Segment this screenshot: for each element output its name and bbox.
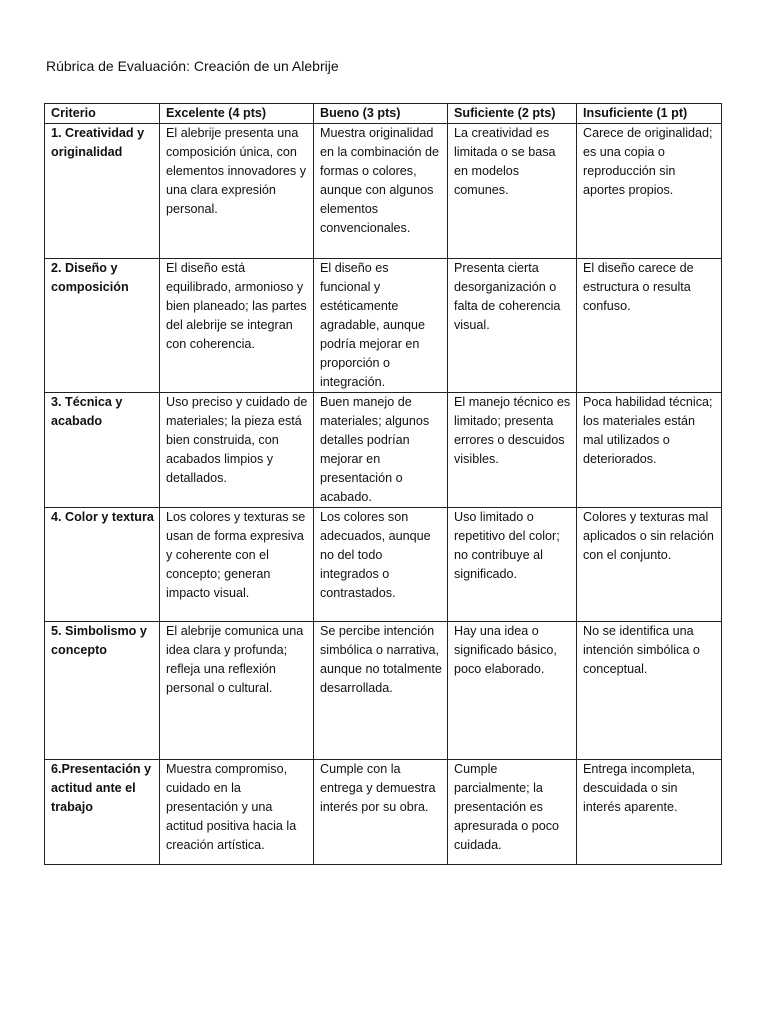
excelente-cell: El alebrije comunica una idea clara y profunda; refleja una reflexión personal o cultural. [160, 622, 314, 760]
table-row [45, 393, 722, 508]
table-row [45, 622, 722, 760]
header-suficiente: Suficiente (2 pts) [448, 104, 577, 124]
suficiente-cell: Uso limitado o repetitivo del color; no contribuye al significado. [448, 508, 577, 622]
suficiente-cell: La creatividad es limitada o se basa en modelos comunes. [448, 124, 577, 259]
suficiente-cell: El manejo técnico es limitado; presenta errores o descuidos visibles. [448, 393, 577, 508]
suficiente-cell: Hay una idea o significado básico, poco elaborado. [448, 622, 577, 760]
bueno-cell: Buen manejo de materiales; algunos detalles podrían mejorar en presentación o acabado. [314, 393, 448, 508]
excelente-cell: Los colores y texturas se usan de forma expresiva y coherente con el concepto; generan impacto visual. [160, 508, 314, 622]
criterion-cell: 3. Técnica y acabado [45, 393, 160, 508]
table-row [45, 760, 722, 865]
insuficiente-cell: El diseño carece de estructura o resulta confuso. [577, 259, 722, 393]
criterion-cell: 6.Presentación y actitud ante el trabajo [45, 760, 160, 865]
bueno-cell: Se percibe intención simbólica o narrativa, aunque no totalmente desarrollada. [314, 622, 448, 760]
header-insuficiente: Insuficiente (1 pt) [577, 104, 722, 124]
insuficiente-cell: Colores y texturas mal aplicados o sin relación con el conjunto. [577, 508, 722, 622]
table-row [45, 259, 722, 393]
header-row [45, 104, 722, 124]
bueno-cell: Cumple con la entrega y demuestra interés por su obra. [314, 760, 448, 865]
criterion-cell: 4. Color y textura [45, 508, 160, 622]
table-row [45, 508, 722, 622]
insuficiente-cell: Carece de originalidad; es una copia o reproducción sin aportes propios. [577, 124, 722, 259]
header-bueno: Bueno (3 pts) [314, 104, 448, 124]
table-row [45, 124, 722, 259]
insuficiente-cell: Entrega incompleta, descuidada o sin interés aparente. [577, 760, 722, 865]
criterion-cell: 2. Diseño y composición [45, 259, 160, 393]
header-criterio: Criterio [45, 104, 160, 124]
suficiente-cell: Presenta cierta desorganización o falta de coherencia visual. [448, 259, 577, 393]
criterion-cell: 1. Creatividad y originalidad [45, 124, 160, 259]
document-title: Rúbrica de Evaluación: Creación de un Alebrije [46, 58, 339, 74]
bueno-cell: Los colores son adecuados, aunque no del todo integrados o contrastados. [314, 508, 448, 622]
excelente-cell: Uso preciso y cuidado de materiales; la pieza está bien construida, con acabados limpios y detallados. [160, 393, 314, 508]
insuficiente-cell: Poca habilidad técnica; los materiales están mal utilizados o deteriorados. [577, 393, 722, 508]
excelente-cell: El diseño está equilibrado, armonioso y bien planeado; las partes del alebrije se integran con coherencia. [160, 259, 314, 393]
suficiente-cell: Cumple parcialmente; la presentación es apresurada o poco cuidada. [448, 760, 577, 865]
bueno-cell: El diseño es funcional y estéticamente agradable, aunque podría mejorar en proporción o integración. [314, 259, 448, 393]
header-excelente: Excelente (4 pts) [160, 104, 314, 124]
criterion-cell: 5. Simbolismo y concepto [45, 622, 160, 760]
bueno-cell: Muestra originalidad en la combinación de formas o colores, aunque con algunos elementos convencionales. [314, 124, 448, 259]
excelente-cell: El alebrije presenta una composición única, con elementos innovadores y una clara expresión personal. [160, 124, 314, 259]
insuficiente-cell: No se identifica una intención simbólica o conceptual. [577, 622, 722, 760]
excelente-cell: Muestra compromiso, cuidado en la presentación y una actitud positiva hacia la creación artística. [160, 760, 314, 865]
rubric-table [44, 103, 722, 865]
